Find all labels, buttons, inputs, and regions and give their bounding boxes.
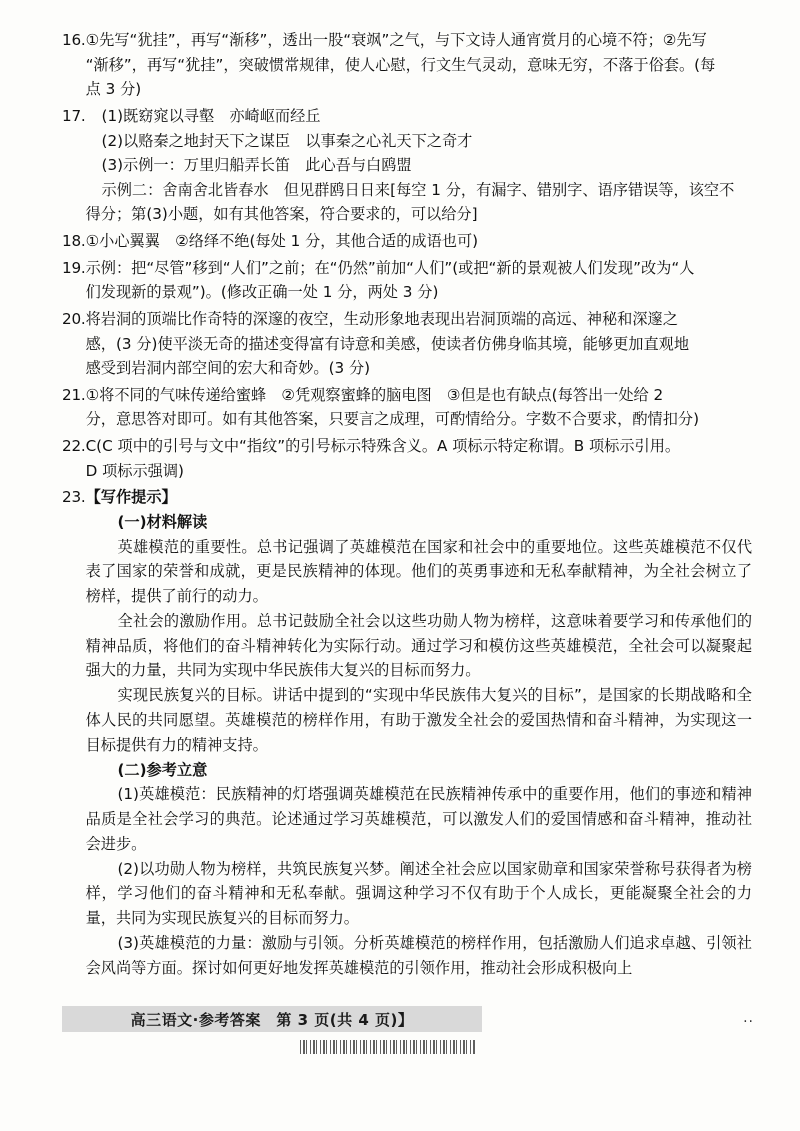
answer-line: “渐移”，再写“犹挂”，突破惯常规律，使人心慰，行文生气灵动，意味无穷，不落于俗套。(每 [85,55,716,74]
answer-body-21 [86,383,752,432]
answer-item-17 [62,104,752,227]
writing-hint-heading: 【写作提示】 [85,488,177,507]
essay-paragraph: 实现民族复兴的目标。讲话中提到的“实现中华民族伟大复兴的目标”，是国家的长期战略和全体人民的共同愿望。英雄模范的榜样作用，有助于激发全社会的爱国热情和奋斗精神，为实现这一目标提供有力的精神支持。 [85,686,752,754]
essay-paragraph: 全社会的激励作用。总书记鼓励全社会以这些功勋人物为榜样，这意味着要学习和传承他们的精神品质，将他们的奋斗精神转化为实际行动。通过学习和模仿这些英雄模范，全社会可以凝聚起强大的力量，共同为实现中华民族伟大复兴的目标而努力。 [85,611,752,680]
answer-body-18 [86,229,752,254]
answer-line: (3)示例一：万里归船弄长笛 此心吾与白鸥盟 [101,156,412,175]
answer-item-23 [62,485,752,980]
answer-line: 点 3 分) [85,80,142,99]
answer-number-20: 20. [62,309,86,328]
answer-number-18: 18. [62,232,86,250]
answer-line: ①将不同的气味传递给蜜蜂 ②凭观察蜜蜂的脑电图 ③但是也有缺点(每答出一处给 2 [85,385,664,404]
answer-item-20 [62,307,752,381]
answer-line: D 项标示强调) [85,461,184,480]
footer-band [62,1006,482,1032]
answer-line: 们发现新的景观”)。(修改正确一处 1 分，两处 3 分) [85,283,439,302]
footer-label: 高三语文·参考答案 第 3 页(共 4 页)】 [130,1010,414,1029]
answers-content [62,28,752,982]
answer-item-18 [62,229,752,254]
answer-line: C(C 项中的引号与文中“指纹”的引号标示特殊含义。A 项标示特定称谓。B 项标示引用。 [85,437,681,455]
answer-line: 得分；第(3)小题，如有其他答案，符合要求的，可以给分] [85,205,478,224]
answer-body-22 [86,434,752,483]
answer-number-23: 23. [62,488,86,507]
answer-line: 感，(3 分)使平淡无奇的描述变得富有诗意和美感，使读者仿佛身临其境，能够更加直观地 [85,334,690,353]
barcode-strip [300,1040,476,1054]
answer-number-21: 21. [62,385,86,404]
essay-section-heading-thesis: (二)参考立意 [117,760,208,779]
answer-number-22: 22. [62,437,86,455]
answer-number-17: 17. [62,106,86,125]
essay-section-heading-material: (一)材料解读 [117,512,208,531]
answer-line: 将岩洞的顶端比作奇特的深邃的夜空，生动形象地表现出岩洞顶端的高远、神秘和深邃之 [85,309,678,328]
answer-line: (2)以赂秦之地封天下之谋臣 以事秦之心礼天下之奇才 [101,131,473,150]
answer-body-23 [86,485,752,980]
answer-item-21 [62,383,752,432]
answer-body-19 [86,256,752,305]
answer-number-19: 19. [62,258,86,277]
answer-item-16 [62,28,752,102]
answer-item-19 [62,256,752,305]
answer-line: 示例：把“尽管”移到“人们”之前；在“仍然”前加“人们”(或把“新的景观被人们发现”改为“人 [85,258,695,277]
page-footer [62,1006,752,1036]
answer-line: ①先写“犹挂”，再写“渐移”，透出一股“衰飒”之气，与下文诗人通宵赏月的心境不符；②先写 [85,31,707,49]
answer-line: 感受到岩洞内部空间的宏大和奇妙。(3 分) [85,359,371,378]
footer-dots: .. [743,1010,754,1026]
essay-paragraph: (1)英雄模范：民族精神的灯塔强调英雄模范在民族精神传承中的重要作用，他们的事迹和精神品质是全社会学习的典范。论述通过学习英雄模范，可以激发人们的爱国情感和奋斗精神，推动社会进步。 [85,785,752,853]
answer-body-17 [86,104,752,227]
answer-item-22 [62,434,752,483]
essay-paragraph: 英雄模范的重要性。总书记强调了英雄模范在国家和社会中的重要地位。这些英雄模范不仅代表了国家的荣誉和成就，更是民族精神的体现。他们的英勇事迹和无私奉献精神，为全社会树立了榜样，提供了前行的动力。 [85,537,752,606]
answer-line: (1)既窈窕以寻壑 亦崎岖而经丘 [101,106,321,125]
answer-line: 示例二：舍南舍北皆春水 但见群鸥日日来[每空 1 分，有漏字、错别字、语序错误等，该空不 [101,180,735,199]
answer-number-16: 16. [62,31,86,49]
essay-paragraph: (2)以功勋人物为榜样，共筑民族复兴梦。阐述全社会应以国家勋章和国家荣誉称号获得者为榜样，学习他们的奋斗精神和无私奉献。强调这种学习不仅有助于个人成长，更能凝聚全社会的力量，共同为实现民族复兴的目标而努力。 [85,859,752,928]
answer-body-20 [86,307,752,381]
answer-body-16 [86,28,752,102]
answer-line: 分，意思答对即可。如有其他答案，只要言之成理，可酌情给分。字数不合要求，酌情扣分) [85,410,699,429]
essay-paragraph: (3)英雄模范的力量：激励与引领。分析英雄模范的榜样作用，包括激励人们追求卓越、引领社会风尚等方面。探讨如何更好地发挥英雄模范的引领作用，推动社会形成积极向上 [85,933,752,977]
answer-line: ①小心翼翼 ②络绎不绝(每处 1 分，其他合适的成语也可) [85,232,479,250]
